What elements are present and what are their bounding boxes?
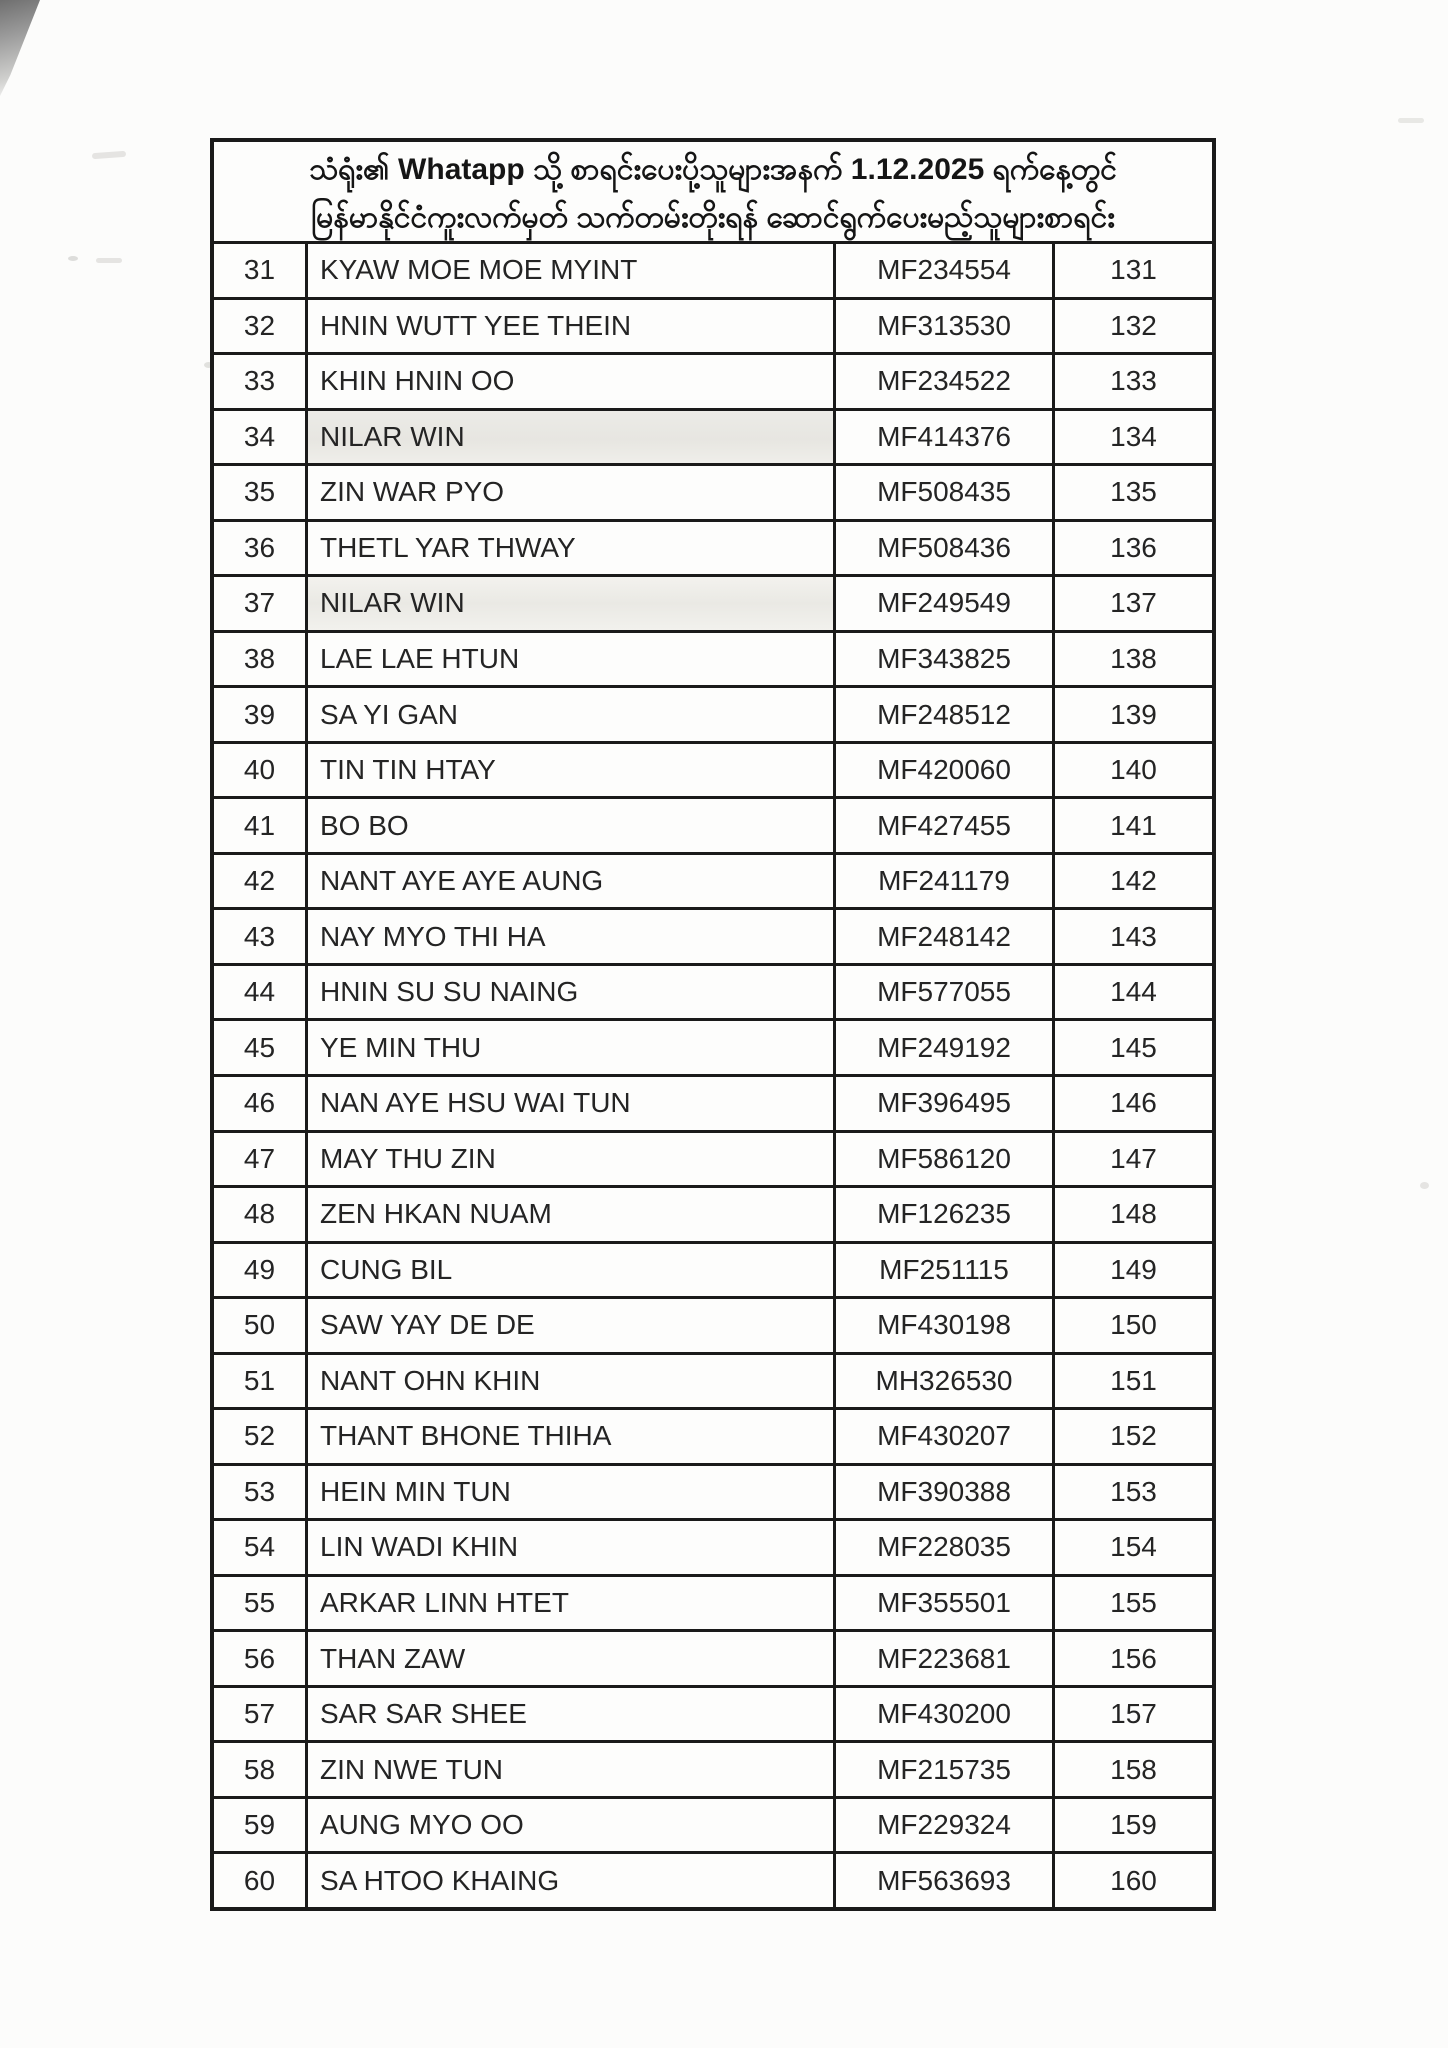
row-name-cell	[308, 1466, 836, 1519]
row-number-cell	[214, 522, 308, 575]
row-serial: 144	[1110, 976, 1157, 1008]
row-serial: 153	[1110, 1475, 1157, 1507]
row-passport: MF228035	[877, 1531, 1011, 1563]
row-serial: 154	[1110, 1531, 1157, 1563]
row-number-cell	[214, 1188, 308, 1241]
table-row	[214, 1685, 1212, 1741]
row-name: SA YI GAN	[320, 698, 458, 730]
row-serial-cell	[1055, 1188, 1212, 1241]
row-number: 40	[243, 754, 276, 786]
row-number: 33	[243, 365, 276, 397]
row-serial-cell	[1055, 1521, 1212, 1574]
table-row	[214, 1407, 1212, 1463]
row-serial-cell	[1055, 1355, 1212, 1408]
table-row	[214, 1018, 1212, 1074]
row-name: AUNG MYO OO	[320, 1809, 524, 1841]
table-row	[214, 852, 1212, 908]
row-passport-cell	[836, 1410, 1055, 1463]
row-name-cell	[308, 744, 836, 797]
row-serial: 131	[1110, 254, 1157, 286]
row-number: 37	[243, 587, 276, 619]
row-number-cell	[214, 1632, 308, 1685]
row-serial: 143	[1110, 920, 1157, 952]
row-passport: MF234522	[877, 365, 1011, 397]
row-number-cell	[214, 799, 308, 852]
row-number: 51	[243, 1364, 276, 1396]
row-number: 50	[243, 1309, 276, 1341]
row-name: THANT BHONE THIHA	[320, 1420, 612, 1452]
table-title-line2: မြန်မာနိုင်ငံကူးလက်မှတ် သက်တမ်းတိုးရန် ဆောင်ရွက်ပေးမည့်သူများစာရင်း	[311, 201, 1115, 234]
row-serial: 145	[1110, 1031, 1157, 1063]
row-serial-cell	[1055, 1021, 1212, 1074]
row-name: KYAW MOE MOE MYINT	[320, 254, 638, 286]
row-serial-cell	[1055, 1299, 1212, 1352]
row-passport-cell	[836, 1188, 1055, 1241]
row-number: 59	[243, 1809, 276, 1841]
scan-smudge	[1398, 118, 1424, 123]
table-row	[214, 963, 1212, 1019]
row-passport-cell	[836, 355, 1055, 408]
row-name-cell	[308, 1299, 836, 1352]
table-row	[214, 1130, 1212, 1186]
row-number-cell	[214, 1521, 308, 1574]
row-name-cell	[308, 966, 836, 1019]
table-row	[214, 1074, 1212, 1130]
row-name: NANT AYE AYE AUNG	[320, 865, 604, 897]
row-serial: 152	[1110, 1420, 1157, 1452]
row-serial: 147	[1110, 1142, 1157, 1174]
scan-smudge	[92, 151, 126, 159]
row-passport-cell	[836, 910, 1055, 963]
row-number-cell	[214, 966, 308, 1019]
row-number: 32	[243, 309, 276, 341]
row-serial: 139	[1110, 698, 1157, 730]
table-body	[214, 241, 1212, 1907]
table-row	[214, 1740, 1212, 1796]
row-name: HNIN WUTT YEE THEIN	[320, 309, 632, 341]
row-serial-cell	[1055, 355, 1212, 408]
row-passport-cell	[836, 244, 1055, 297]
row-passport: MF563693	[877, 1864, 1011, 1896]
row-serial-cell	[1055, 522, 1212, 575]
row-serial-cell	[1055, 1410, 1212, 1463]
row-number: 46	[243, 1087, 276, 1119]
row-passport: MF343825	[877, 642, 1011, 674]
row-name-cell	[308, 1133, 836, 1186]
row-number-cell	[214, 633, 308, 686]
row-number: 55	[243, 1587, 276, 1619]
row-number-cell	[214, 744, 308, 797]
row-name-cell	[308, 855, 836, 908]
row-number-cell	[214, 855, 308, 908]
row-number: 49	[243, 1253, 276, 1285]
row-number: 38	[243, 642, 276, 674]
row-passport: MF396495	[877, 1087, 1011, 1119]
row-number-cell	[214, 1244, 308, 1297]
row-passport: MF223681	[877, 1642, 1011, 1674]
row-serial-cell	[1055, 244, 1212, 297]
row-passport-cell	[836, 522, 1055, 575]
row-passport: MF430200	[877, 1698, 1011, 1730]
table-row	[214, 1241, 1212, 1297]
row-number-cell	[214, 1133, 308, 1186]
row-number-cell	[214, 1021, 308, 1074]
row-number: 45	[243, 1031, 276, 1063]
table-row	[214, 1352, 1212, 1408]
row-name: LAE LAE HTUN	[320, 642, 520, 674]
row-name-cell	[308, 1632, 836, 1685]
row-number-cell	[214, 1577, 308, 1630]
row-serial-cell	[1055, 577, 1212, 630]
row-number-cell	[214, 910, 308, 963]
table-row	[214, 1796, 1212, 1852]
row-serial-cell	[1055, 855, 1212, 908]
table-row	[214, 907, 1212, 963]
row-passport-cell	[836, 1577, 1055, 1630]
row-serial: 142	[1110, 865, 1157, 897]
row-passport: MF355501	[877, 1587, 1011, 1619]
row-serial: 134	[1110, 420, 1157, 452]
row-name: SAW YAY DE DE	[320, 1309, 535, 1341]
row-number: 58	[243, 1753, 276, 1785]
row-serial: 151	[1110, 1364, 1157, 1396]
row-number-cell	[214, 1299, 308, 1352]
row-serial: 136	[1110, 531, 1157, 563]
row-passport: MF508436	[877, 531, 1011, 563]
row-name: SA HTOO KHAING	[320, 1864, 560, 1896]
row-name-cell	[308, 244, 836, 297]
row-serial-cell	[1055, 1244, 1212, 1297]
row-serial-cell	[1055, 910, 1212, 963]
row-serial-cell	[1055, 1799, 1212, 1852]
row-name: ZIN NWE TUN	[320, 1753, 504, 1785]
row-name-cell	[308, 1688, 836, 1741]
row-name-cell	[308, 1188, 836, 1241]
row-number-cell	[214, 1077, 308, 1130]
table-row	[214, 630, 1212, 686]
row-number-cell	[214, 1410, 308, 1463]
row-name-cell	[308, 1799, 836, 1852]
row-passport: MF586120	[877, 1142, 1011, 1174]
row-serial: 149	[1110, 1253, 1157, 1285]
row-passport-cell	[836, 1799, 1055, 1852]
row-serial-cell	[1055, 1632, 1212, 1685]
row-serial: 141	[1110, 809, 1157, 841]
row-name: THETL YAR THWAY	[320, 531, 576, 563]
row-passport-cell	[836, 855, 1055, 908]
row-name-cell	[308, 355, 836, 408]
row-passport-cell	[836, 744, 1055, 797]
row-number: 52	[243, 1420, 276, 1452]
row-passport-cell	[836, 1632, 1055, 1685]
table-row	[214, 408, 1212, 464]
row-passport: MF313530	[877, 309, 1011, 341]
table-row	[214, 352, 1212, 408]
row-passport-cell	[836, 1244, 1055, 1297]
row-name: HEIN MIN TUN	[320, 1475, 511, 1507]
row-passport-cell	[836, 1355, 1055, 1408]
row-passport: MF248142	[877, 920, 1011, 952]
row-passport: MF414376	[877, 420, 1011, 452]
row-name-cell	[308, 799, 836, 852]
row-passport: MF390388	[877, 1475, 1011, 1507]
row-name: YE MIN THU	[320, 1031, 482, 1063]
row-serial-cell	[1055, 688, 1212, 741]
table-row	[214, 1463, 1212, 1519]
row-number: 41	[243, 809, 276, 841]
row-serial-cell	[1055, 966, 1212, 1019]
row-passport: MF430207	[877, 1420, 1011, 1452]
scan-smudge	[68, 256, 78, 261]
row-name: TIN TIN HTAY	[320, 754, 496, 786]
row-serial-cell	[1055, 1133, 1212, 1186]
row-passport-cell	[836, 411, 1055, 464]
row-serial-cell	[1055, 633, 1212, 686]
table-row	[214, 741, 1212, 797]
row-serial: 157	[1110, 1698, 1157, 1730]
row-serial: 140	[1110, 754, 1157, 786]
row-passport: MF249192	[877, 1031, 1011, 1063]
row-name: BO BO	[320, 809, 409, 841]
table-row	[214, 1574, 1212, 1630]
row-name-cell	[308, 1854, 836, 1907]
row-serial: 156	[1110, 1642, 1157, 1674]
row-serial-cell	[1055, 799, 1212, 852]
row-name-cell	[308, 688, 836, 741]
row-passport-cell	[836, 1688, 1055, 1741]
row-serial: 132	[1110, 309, 1157, 341]
row-number-cell	[214, 300, 308, 353]
row-name-cell	[308, 466, 836, 519]
row-number: 36	[243, 531, 276, 563]
table-row	[214, 1518, 1212, 1574]
table-row	[214, 1296, 1212, 1352]
row-passport-cell	[836, 688, 1055, 741]
row-passport: MF577055	[877, 976, 1011, 1008]
row-name-cell	[308, 522, 836, 575]
row-serial: 155	[1110, 1587, 1157, 1619]
row-passport-cell	[836, 1854, 1055, 1907]
row-passport: MF427455	[877, 809, 1011, 841]
row-name-cell	[308, 1577, 836, 1630]
row-number-cell	[214, 411, 308, 464]
row-passport: MH326530	[875, 1364, 1013, 1396]
row-passport-cell	[836, 1521, 1055, 1574]
row-name: MAY THU ZIN	[320, 1142, 496, 1174]
row-name: SAR SAR SHEE	[320, 1698, 527, 1730]
row-passport: MF508435	[877, 476, 1011, 508]
row-passport: MF248512	[877, 698, 1011, 730]
row-name-cell	[308, 1521, 836, 1574]
row-name: NANT OHN KHIN	[320, 1364, 541, 1396]
row-serial: 138	[1110, 642, 1157, 674]
row-serial: 150	[1110, 1309, 1157, 1341]
row-name-cell	[308, 910, 836, 963]
row-number-cell	[214, 1799, 308, 1852]
table-row	[214, 574, 1212, 630]
row-number-cell	[214, 1854, 308, 1907]
row-serial-cell	[1055, 1466, 1212, 1519]
table-row	[214, 519, 1212, 575]
row-passport: MF249549	[877, 587, 1011, 619]
row-number: 53	[243, 1475, 276, 1507]
row-passport-cell	[836, 300, 1055, 353]
row-name: ZEN HKAN NUAM	[320, 1198, 552, 1230]
row-number-cell	[214, 1355, 308, 1408]
row-passport-cell	[836, 633, 1055, 686]
row-passport-cell	[836, 1743, 1055, 1796]
table-row	[214, 1629, 1212, 1685]
row-number: 44	[243, 976, 276, 1008]
row-number-cell	[214, 577, 308, 630]
row-serial: 135	[1110, 476, 1157, 508]
row-passport: MF229324	[877, 1809, 1011, 1841]
row-passport: MF234554	[877, 254, 1011, 286]
row-passport: MF126235	[877, 1198, 1011, 1230]
row-number-cell	[214, 355, 308, 408]
row-serial: 148	[1110, 1198, 1157, 1230]
row-name-cell	[308, 1077, 836, 1130]
table-title-line1: သံရုံး၏ Whatapp သို့ စာရင်းပေးပို့သူများအနက် 1.12.2025 ရက်နေ့တွင်	[309, 153, 1117, 186]
row-number-cell	[214, 1743, 308, 1796]
row-passport-cell	[836, 1077, 1055, 1130]
row-number: 43	[243, 920, 276, 952]
row-passport: MF420060	[877, 754, 1011, 786]
row-serial-cell	[1055, 744, 1212, 797]
passport-renewal-list-table	[210, 138, 1216, 1911]
row-serial-cell	[1055, 466, 1212, 519]
row-name-cell	[308, 1743, 836, 1796]
row-name-cell	[308, 1410, 836, 1463]
row-name: ARKAR LINN HTET	[320, 1587, 569, 1619]
row-passport-cell	[836, 1021, 1055, 1074]
row-name-cell	[308, 1355, 836, 1408]
row-passport: MF241179	[878, 865, 1010, 897]
row-serial-cell	[1055, 300, 1212, 353]
row-name-cell	[308, 1244, 836, 1297]
row-name: CUNG BIL	[320, 1253, 453, 1285]
row-name-cell	[308, 577, 836, 630]
row-number: 60	[243, 1864, 276, 1896]
row-name: NILAR WIN	[320, 420, 465, 452]
row-number: 31	[243, 254, 276, 286]
row-passport-cell	[836, 577, 1055, 630]
table-row	[214, 685, 1212, 741]
row-number-cell	[214, 244, 308, 297]
row-passport-cell	[836, 1299, 1055, 1352]
row-serial: 133	[1110, 365, 1157, 397]
row-number: 47	[243, 1142, 276, 1174]
scan-smudge	[96, 258, 122, 263]
row-number: 57	[243, 1698, 276, 1730]
scan-smudge	[1420, 1182, 1429, 1189]
row-name-cell	[308, 411, 836, 464]
row-serial-cell	[1055, 411, 1212, 464]
row-name-cell	[308, 300, 836, 353]
row-passport-cell	[836, 966, 1055, 1019]
row-serial-cell	[1055, 1577, 1212, 1630]
row-number: 34	[243, 420, 276, 452]
scanner-corner-artifact	[0, 0, 40, 96]
table-title	[214, 142, 1212, 241]
row-name: THAN ZAW	[320, 1642, 466, 1674]
row-name-cell	[308, 633, 836, 686]
row-serial-cell	[1055, 1743, 1212, 1796]
row-number-cell	[214, 688, 308, 741]
row-number: 35	[243, 476, 276, 508]
row-passport-cell	[836, 466, 1055, 519]
table-row	[214, 1851, 1212, 1907]
row-name: NAY MYO THI HA	[320, 920, 546, 952]
row-number: 54	[243, 1531, 276, 1563]
row-serial-cell	[1055, 1077, 1212, 1130]
row-name: HNIN SU SU NAING	[320, 976, 579, 1008]
table-row	[214, 241, 1212, 297]
table-row	[214, 796, 1212, 852]
row-number: 42	[243, 865, 276, 897]
table-row	[214, 297, 1212, 353]
row-serial: 137	[1110, 587, 1157, 619]
row-serial: 146	[1110, 1087, 1157, 1119]
row-name: KHIN HNIN OO	[320, 365, 515, 397]
row-number: 48	[243, 1198, 276, 1230]
row-number: 39	[243, 698, 276, 730]
row-serial-cell	[1055, 1688, 1212, 1741]
row-serial: 158	[1110, 1753, 1157, 1785]
row-number-cell	[214, 1466, 308, 1519]
row-serial-cell	[1055, 1854, 1212, 1907]
row-passport-cell	[836, 1466, 1055, 1519]
row-passport-cell	[836, 1133, 1055, 1186]
row-name: ZIN WAR PYO	[320, 476, 505, 508]
row-passport: MF215735	[877, 1753, 1011, 1785]
row-name: NILAR WIN	[320, 587, 465, 619]
row-passport: MF430198	[877, 1309, 1011, 1341]
table-row	[214, 463, 1212, 519]
row-number-cell	[214, 466, 308, 519]
row-name: NAN AYE HSU WAI TUN	[320, 1087, 631, 1119]
row-number-cell	[214, 1688, 308, 1741]
table-row	[214, 1185, 1212, 1241]
row-number: 56	[243, 1642, 276, 1674]
row-passport-cell	[836, 799, 1055, 852]
row-serial: 160	[1110, 1864, 1157, 1896]
row-name-cell	[308, 1021, 836, 1074]
row-serial: 159	[1110, 1809, 1157, 1841]
row-passport: MF251115	[879, 1253, 1009, 1285]
row-name: LIN WADI KHIN	[320, 1531, 519, 1563]
